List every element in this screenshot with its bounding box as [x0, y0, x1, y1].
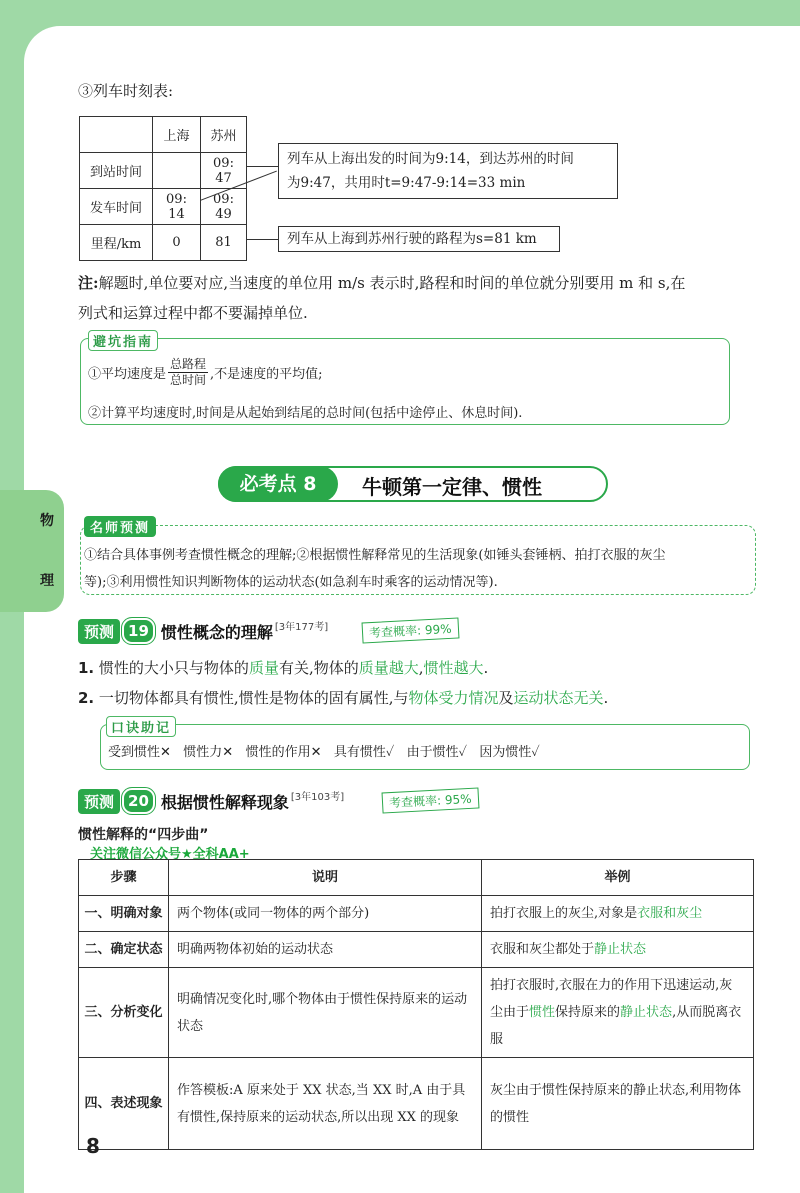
mnemonic-text: 受到惯性✕ 惯性力✕ 惯性的作用✕ 具有惯性✓ 由于惯性✓ 因为惯性✓ — [108, 745, 540, 760]
time-callout-line: 为9:47，共用时t=9:47-9:14=33 min — [287, 175, 526, 191]
answer-text: 质量 — [248, 659, 279, 677]
distance-callout: 列车从上海到苏州行驶的路程为s=81 km — [278, 226, 560, 252]
probability-badge: 考查概率: 99% — [362, 617, 459, 643]
steps-header: 举例 — [482, 860, 754, 896]
fraction — [168, 357, 208, 388]
note-line: 列式和运算过程中都不要漏掉单位. — [78, 304, 308, 322]
step-example: 衣服和灰尘都处于静止状态 — [482, 932, 754, 968]
table-row — [79, 968, 754, 1058]
prediction-count: [3年177考] — [274, 622, 329, 633]
step-desc: 作答模板:A 原来处于 XX 状态,当 XX 时,A 由于具有惯性,保持原来的运动状态,所以出现 XX 的现象 — [169, 1058, 482, 1150]
step-name: 二、确定状态 — [79, 932, 169, 968]
table-row — [79, 1058, 754, 1150]
prediction-title: 根据惯性解释现象 — [160, 792, 289, 812]
forecast-text — [84, 542, 754, 596]
item-text: . — [603, 689, 609, 707]
four-steps-title: 惯性解释的“四步曲” — [78, 827, 209, 843]
item-text: . — [483, 659, 489, 677]
item-number: 2. — [78, 689, 95, 707]
p19-item-1 — [78, 657, 488, 678]
timetable-cell: 发车时间 — [80, 189, 153, 225]
timetable-cell — [153, 153, 201, 189]
timetable-cell: 到站时间 — [80, 153, 153, 189]
pitfall-item-2: ②计算平均速度时,时间是从起始到结尾的总时间(包括中途停止、休息时间). — [88, 406, 523, 421]
timetable-cell: 09: 49 — [201, 189, 247, 225]
timetable-cell: 里程/km — [80, 225, 153, 261]
item-text: 及 — [498, 689, 514, 707]
p19-item-2 — [78, 687, 608, 708]
page-number: 8 — [86, 1134, 100, 1158]
forecast-label: 名师预测 — [84, 516, 156, 537]
subject-tab — [0, 490, 64, 612]
prediction-tag: 预测 — [78, 789, 120, 814]
fraction-denominator: 总时间 — [170, 373, 207, 387]
section-header — [218, 466, 608, 502]
step-name: 三、分析变化 — [79, 968, 169, 1058]
item-number: 1. — [78, 659, 95, 677]
note-line: 解题时,单位要对应,当速度的单位用 m/s 表示时,路程和时间的单位就分别要用 m 和 s,在 — [98, 274, 686, 292]
pitfall-text: ①平均速度是 — [88, 367, 167, 382]
prediction-count: [3年103考] — [290, 792, 345, 803]
connector-line — [246, 239, 278, 240]
timetable-cell: 0 — [153, 225, 201, 261]
answer-text: 质量越大 — [358, 659, 419, 677]
answer-text: 运动状态无关 — [513, 689, 604, 707]
time-callout — [278, 143, 618, 199]
timetable-header: 上海 — [153, 117, 201, 153]
time-callout-line: 列车从上海出发的时间为9:14，到达苏州的时间 — [287, 151, 574, 167]
prediction-tag: 预测 — [78, 619, 120, 644]
prediction-19-header — [78, 618, 328, 644]
timetable-header: 苏州 — [201, 117, 247, 153]
item-text: 一切物体都具有惯性,惯性是物体的固有属性,与 — [98, 689, 409, 707]
table-row — [79, 896, 754, 932]
timetable-cell: 81 — [201, 225, 247, 261]
prediction-title: 惯性概念的理解 — [160, 622, 273, 642]
step-name: 一、明确对象 — [79, 896, 169, 932]
step-desc: 明确情况变化时,哪个物体由于惯性保持原来的运动状态 — [169, 968, 482, 1058]
note-label: 注 — [78, 274, 94, 292]
step-desc: 两个物体(或同一物体的两个部分) — [169, 896, 482, 932]
item-text: 惯性的大小只与物体的 — [98, 659, 249, 677]
prediction-number: 19 — [122, 618, 155, 644]
step-example: 灰尘由于惯性保持原来的静止状态,利用物体的惯性 — [482, 1058, 754, 1150]
prediction-20-header — [78, 788, 344, 814]
answer-text: 惯性越大 — [423, 659, 484, 677]
section-badge: 必考点 8 — [218, 466, 338, 502]
forecast-line: ①结合具体事例考查惯性概念的理解;②根据惯性解释常见的生活现象(如锤头套锤柄、拍打衣服的灰尘 — [84, 548, 666, 563]
steps-header: 说明 — [169, 860, 482, 896]
probability-badge: 考查概率: 95% — [382, 787, 479, 813]
step-desc: 明确两物体初始的运动状态 — [169, 932, 482, 968]
item-text: , — [418, 659, 424, 677]
note: 注:解题时,单位要对应,当速度的单位用 m/s 表示时,路程和时间的单位就分别要用 m 和 s,在 列式和运算过程中都不要漏掉单位. — [78, 268, 758, 328]
step-example: 拍打衣服时,衣服在力的作用下迅速运动,灰尘由于惯性保持原来的静止状态,从而脱离衣服 — [482, 968, 754, 1058]
forecast-line: 等);③利用惯性知识判断物体的运动状态(如急刹车时乘客的运动情况等). — [84, 575, 498, 590]
timetable-header — [80, 117, 153, 153]
mnemonic-label: 口诀助记 — [106, 716, 176, 737]
item-text: 有关,物体的 — [278, 659, 359, 677]
prediction-number: 20 — [122, 788, 155, 814]
pitfall-text: ,不是速度的平均值; — [210, 367, 323, 382]
fraction-numerator: 总路程 — [170, 357, 207, 371]
answer-text: 物体受力情况 — [408, 689, 499, 707]
steps-header: 步骤 — [79, 860, 169, 896]
timetable — [79, 116, 247, 261]
subject-char-1: 物 — [40, 513, 54, 529]
timetable-cell: 09: 47 — [201, 153, 247, 189]
step-example: 拍打衣服上的灰尘,对象是衣服和灰尘 — [482, 896, 754, 932]
timetable-heading: ③列车时刻表: — [78, 82, 174, 100]
subject-char-2: 理 — [40, 573, 54, 589]
pitfall-item-1 — [88, 357, 323, 388]
connector-line — [246, 166, 278, 167]
pitfall-label: 避坑指南 — [88, 330, 158, 351]
table-row — [79, 932, 754, 968]
step-name: 四、表述现象 — [79, 1058, 169, 1150]
steps-table — [78, 859, 754, 1150]
timetable-cell: 09: 14 — [153, 189, 201, 225]
watermark: 关注微信公众号★全科AA+ — [90, 847, 250, 862]
section-title: 牛顿第一定律、惯性 — [362, 475, 542, 499]
